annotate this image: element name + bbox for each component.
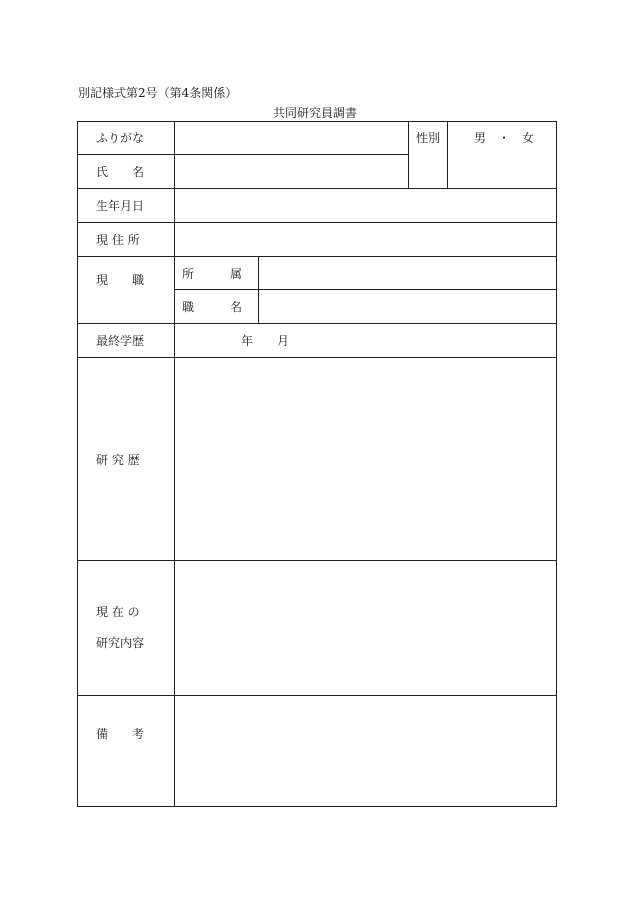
row-divider-furigana-label (78, 154, 175, 155)
research-history-label: 研 究 歴 (96, 453, 140, 467)
year-month-label: 年 月 (241, 334, 290, 348)
gender-options: 男 ・ 女 (474, 131, 535, 145)
row-divider-current-research (78, 560, 556, 561)
remarks-label: 備 考 (96, 727, 145, 741)
affiliation-label: 所 属 (182, 267, 243, 281)
row-divider-remarks (78, 695, 556, 696)
gender-label: 性別 (416, 131, 441, 145)
label-column-divider (174, 122, 175, 806)
current-research-label-line1: 現 在 の (96, 605, 140, 619)
row-divider-research-history (78, 357, 556, 358)
document-title: 共同研究員調書 (272, 106, 357, 120)
researcher-form-table (77, 121, 557, 807)
furigana-label: ふりがな (96, 131, 145, 145)
row-divider-birthdate (78, 188, 556, 189)
gender-value-left-divider (447, 122, 448, 188)
address-label: 現 住 所 (96, 233, 140, 247)
gender-label-left-divider (408, 122, 409, 188)
education-label: 最終学歴 (96, 334, 145, 348)
position-label: 職 名 (182, 300, 243, 314)
form-identifier: 別記様式第2号（第4条関係） (78, 86, 238, 100)
birthdate-label: 生年月日 (96, 199, 145, 213)
row-divider-position (175, 289, 556, 290)
row-divider-name (175, 154, 408, 155)
row-divider-address (78, 222, 556, 223)
name-label: 氏 名 (96, 165, 145, 179)
current-job-label: 現 職 (96, 273, 145, 287)
row-divider-job (78, 256, 556, 257)
current-research-label-line2: 研究内容 (96, 636, 145, 650)
job-subcolumn-divider (258, 256, 259, 323)
row-divider-education (78, 323, 556, 324)
